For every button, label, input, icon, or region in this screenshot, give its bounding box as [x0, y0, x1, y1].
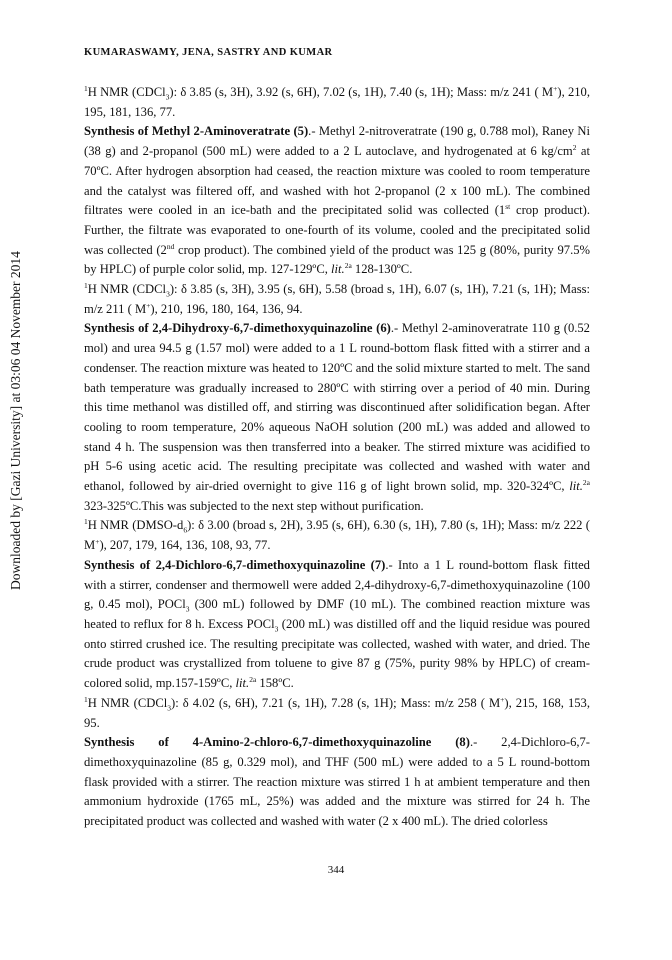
running-head: KUMARASWAMY, JENA, SASTRY AND KUMAR: [84, 47, 333, 58]
section-heading: Synthesis of Methyl 2-Aminoveratrate (5): [84, 124, 309, 139]
nmr-data-compound-6: $^1$H NMR $(DMSO-d_6)$: δ 3.00 (broad s, 2H), 3.95 (s, 6H), 6.30 (s, 1H), 7.80 (s, 1H); Mass: m/z 222 ( M+), 207, 179, 164, 136, 108, 93, 77.: [84, 517, 590, 553]
page-number: 344: [327, 864, 345, 876]
synthesis-compound-7: Synthesis of 2,4-Dichloro-6,7-dimethoxyquinazoline (7).- Into a 1 L round-bottom flask fitted with a stirrer, condenser and thermowell were added 2,4-dihydroxy-6,7-dimethoxyquinazoline (100 g, 0.45 mol), POCl$_3$ (300 mL) followed by DMF (10 mL). The combined reaction mixture was heated to reflux for 8 h. Excess POCl$_3$ (200 mL) was distilled off and the liquid residue was poured onto stirred crushed ice. The resulting precipitate was collected, washed with water, and dried. The crude product was crystallized from toluene to give 87 g (75%, purity 98% by HPLC) of cream-colored solid, mp.157-159ºC, lit.$^{2a}$ 158ºC.: [84, 557, 590, 691]
section-heading: Synthesis of 2,4-Dichloro-6,7-dimethoxyquinazoline (7): [84, 557, 386, 572]
article-body: [84, 83, 590, 832]
section-heading: Synthesis of 4-Amino-2-chloro-6,7-dimethoxyquinazoline (8): [84, 735, 470, 750]
synthesis-compound-8: Synthesis of 4-Amino-2-chloro-6,7-dimethoxyquinazoline (8).- 2,4-Dichloro-6,7-dimethoxyquinazoline (85 g, 0.329 mol), and THF (500 mL) were added to a 5 L round-bottom flask provided with a stirrer. The reaction mixture was stirred 1 h at ambient temperature and then ammonium hydroxide (1765 mL, 25%) was added and the mixture was stirred for 24 h. The precipitated product was collected and washed with water (2 x 400 mL). The dried colorless: [84, 735, 590, 829]
download-watermark: Downloaded by [Gazi University] at 03:06 04 November 2014: [8, 251, 23, 590]
nmr-data-compound-4: $^1$H NMR (CDCl$_3$): δ 3.85 (s, 3H), 3.92 (s, 6H), 7.02 (s, 1H), 7.40 (s, 1H); Mass: m/z 241 ( M+), 210, 195, 181, 136, 77.: [84, 83, 591, 119]
section-heading: Synthesis of 2,4-Dihydroxy-6,7-dimethoxyquinazoline (6): [84, 321, 391, 336]
synthesis-compound-6: Synthesis of 2,4-Dihydroxy-6,7-dimethoxyquinazoline (6).- Methyl 2-aminoveratrate 110 g (0.52 mol) and urea 94.5 g (1.57 mol) were added to a 1 L round-bottom flask fitted with a stirrer and a condenser. The reaction mixture was heated to 120ºC and the solid mixture started to melt. The sand bath temperature was gradually increased to 280ºC with stirring over a period of 40 min. During this time methanol was distilled off, and stirring was discontinued after solidification began. After cooling to room temperature, 20% aqueous NaOH solution (200 mL) was added and allowed to stand 4 h. The suspension was then transferred into a beaker. The stirred mixture was acidified to pH 5-6 using acetic acid. The resulting precipitate was collected and washed with water and ethanol, followed by air-dried overnight to give 116 g of light brown solid, mp. 320-324ºC, lit.$^{2a}$ 323-325ºC.This was subjected to the next step without purification.: [84, 321, 590, 513]
nmr-data-compound-5: $^1$H NMR (CDCl$_3$): δ 3.85 (s, 3H), 3.95 (s, 6H), 5.58 (broad s, 1H), 6.07 (s, 1H), 7.21 (s, 1H); Mass: m/z 211 ( M+), 210, 196, 180, 164, 136, 94.: [84, 280, 591, 316]
nmr-data-compound-7: $^1$H NMR (CDCl$_3$): δ 4.02 (s, 6H), 7.21 (s, 1H), 7.28 (s, 1H); Mass: m/z 258 ( M+), 215, 168, 153, 95.: [84, 694, 591, 730]
synthesis-compound-5: Synthesis of Methyl 2-Aminoveratrate (5).- Methyl 2-nitroveratrate (190 g, 0.788 mol), Raney Ni (38 g) and 2-propanol (500 mL) were added to a 2 L autoclave, and hydrogenated at 6 $kg/cm^2$ at 70ºC. After hydrogen absorption had ceased, the reaction mixture was cooled to room temperature and the catalyst was filtered off, and washed with hot 2-propanol (2 x 100 mL). The combined filtrates were cooled in an ice-bath and the precipitated solid was collected (1st crop product). Further, the filtrate was evaporated to one-fourth of its volume, cooled and the precipitated solid was collected (2nd crop product). The combined yield of the product was 125 g (80%, purity 97.5% by HPLC) of purple color solid, mp. 127-129ºC, lit.$^{2a}$ 128-130ºC.: [84, 124, 591, 277]
